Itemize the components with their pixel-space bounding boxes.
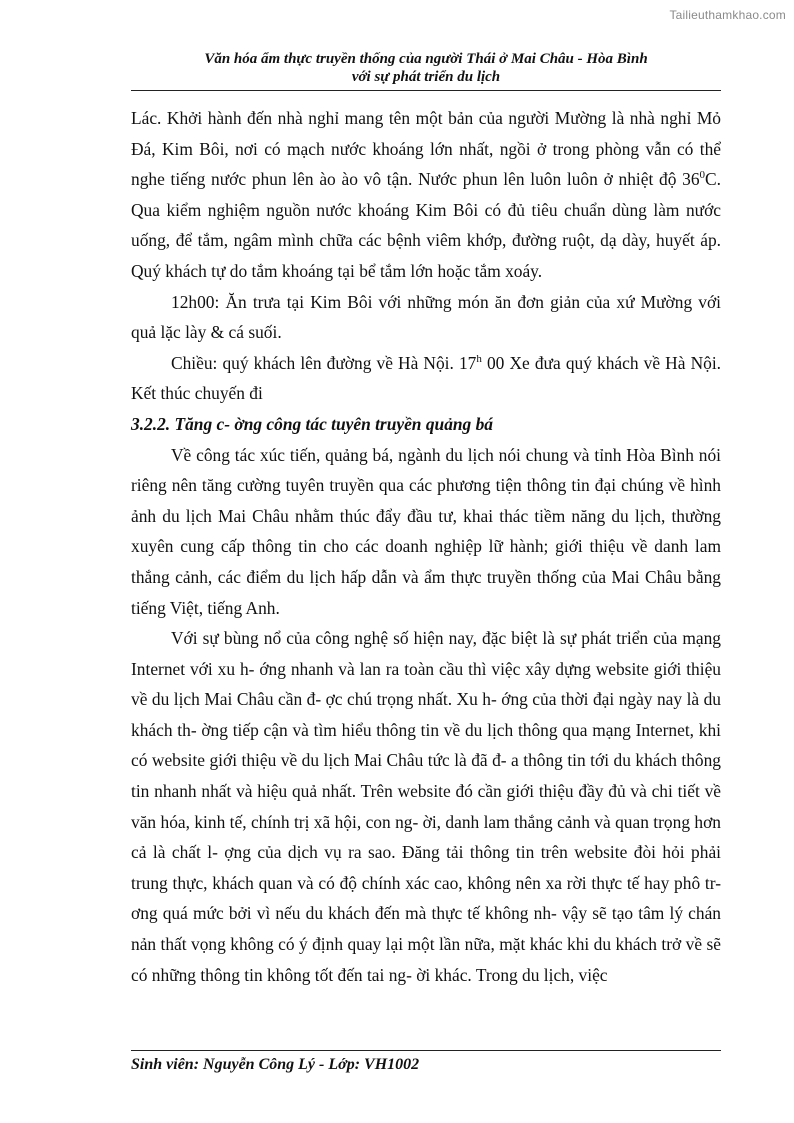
hour-superscript: h (476, 352, 482, 365)
page-header (131, 50, 721, 86)
page-footer: Sinh viên: Nguyễn Công Lý - Lớp: VH1002 (131, 1056, 420, 1073)
paragraph-1-text: Lác. Khởi hành đến nhà nghỉ mang tên một bản của người Mường là nhà nghỉ Mỏ Đá, Kim Bôi, nơi có mạch nước khoáng lớn nhất, ngồi ở trong phòng vẫn có thể nghe tiếng nước phun lên ào ào vô tận. Nước phun lên luôn luôn ở nhiệt độ 36 (131, 108, 721, 190)
footer-divider (131, 1050, 721, 1051)
paragraph-1 (131, 103, 721, 287)
header-title-line2: với sự phát triển du lịch (351, 69, 501, 85)
paragraph-5: Với sự bùng nổ của công nghệ số hiện nay, đặc biệt là sự phát triển của mạng Internet với xu h- ớng nhanh và lan ra toàn cầu thì việc xây dựng website giới thiệu về du lịch Mai Châu cần đ- ợc chú trọng nhất. Xu h- ớng của thời đại ngày nay là du khách th- ờng tiếp cận và tìm hiểu thông tin về du lịch thông qua mạng Internet, khi có website giới thiệu về du lịch Mai Châu tức là đã đ- a thông tin tới du khách thông tin nhanh nhất và hiệu quả nhất. Trên website đó cần giới thiệu đầy đủ và chi tiết về văn hóa, kinh tế, chính trị xã hội, con ng- ời, danh lam thắng cảnh và quan trọng hơn cả là chất l- ợng của dịch vụ ra sao. Đăng tải thông tin trên website đòi hỏi phải trung thực, khách quan và có độ chính xác cao, không nên xa rời thực tế hay phô tr- ơng quá mức bởi vì nếu du khách đến mà thực tế không nh- vậy sẽ tạo tâm lý chán nản thất vọng không có ý định quay lại một lần nữa, mặt khác khi du khách trở về sẽ có những thông tin không tốt đến tai ng- ời khác. Trong du lịch, việc (131, 628, 721, 985)
header-title-line1: Văn hóa ẩm thực truyền thống của người Thái ở Mai Châu - Hòa Bình (204, 51, 648, 67)
paragraph-1-text-end: C. Qua kiểm nghiệm nguồn nước khoáng Kim Bôi có đủ tiêu chuẩn dùng làm nước uống, để tắm, ngâm mình chữa các bệnh viêm khớp, đường ruột, dạ dày, huyết áp. Quý khách tự do tắm khoáng tại bể tắm lớn hoặc tắm xoáy. (131, 169, 721, 281)
watermark: Tailieuthamkhao.com (669, 8, 786, 22)
paragraph-2: 12h00: Ăn trưa tại Kim Bôi với những món ăn đơn giản của xứ Mường với quả lặc lày & cá suối. (131, 291, 721, 343)
section-heading: 3.2.2. Tăng c- ờng công tác tuyên truyền quảng bá (131, 413, 493, 434)
header-divider (131, 90, 721, 91)
document-body (131, 103, 721, 990)
degree-superscript: 0 (699, 169, 706, 182)
paragraph-3-text-end: 00 Xe đưa quý khách về Hà Nội. Kết thúc chuyến đi (131, 352, 722, 404)
paragraph-3-text: Chiều: quý khách lên đường về Hà Nội. 17 (171, 352, 477, 373)
paragraph-4: Về công tác xúc tiến, quảng bá, ngành du lịch nói chung và tỉnh Hòa Bình nói riêng nên tăng cường tuyên truyền qua các phương tiện thông tin đại chúng về hình ảnh du lịch Mai Châu nhằm thúc đẩy đầu tư, khai thác tiềm năng du lịch, thường xuyên cung cấp thông tin cho các doanh nghiệp lữ hành; giới thiệu về danh lam thắng cảnh, các điểm du lịch hấp dẫn và ẩm thực truyền thống của Mai Châu bằng tiếng Việt, tiếng Anh. (131, 444, 721, 618)
paragraph-3 (131, 348, 721, 409)
